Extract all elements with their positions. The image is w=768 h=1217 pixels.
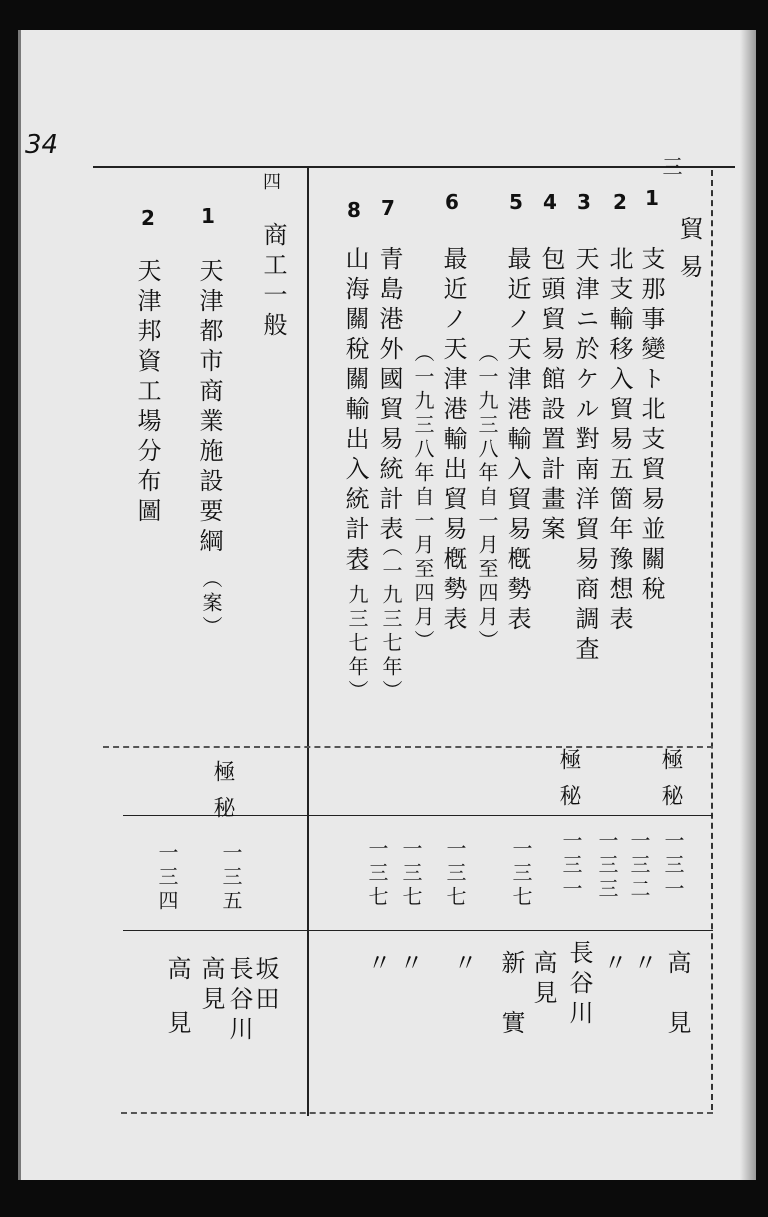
trade-item-no: 4 bbox=[543, 190, 557, 214]
author: 坂田 bbox=[251, 956, 279, 1016]
trade-item-title: 包頭貿易館設置計畫案 bbox=[537, 246, 565, 546]
author: 〃 bbox=[363, 950, 391, 980]
trade-item-title: 支那事變ト北支貿易並關稅 bbox=[637, 246, 665, 606]
trade-item-no: 5 bbox=[509, 190, 523, 214]
trade-item-no: 3 bbox=[577, 190, 591, 214]
commerce-item-subtitle: （案） bbox=[199, 568, 223, 640]
author: 高見 bbox=[197, 956, 225, 1016]
trade-item-title: 天津ニ於ケル對南洋貿易商調査 bbox=[571, 246, 599, 666]
trade-item-subtitle: （一九三七年） bbox=[379, 536, 403, 704]
page-ref: 一三七 bbox=[399, 838, 423, 910]
trade-item-title: 青島港外國貿易統計表 bbox=[375, 246, 403, 546]
document-page bbox=[18, 30, 756, 1180]
table-bottom-rule bbox=[121, 1112, 713, 1114]
page-ref: 一三七 bbox=[365, 838, 389, 910]
trade-item-no: 7 bbox=[381, 196, 395, 220]
page-ref: 一三一 bbox=[559, 830, 583, 902]
trade-item-subtitle: （一九三七年） bbox=[345, 536, 369, 704]
page-ref: 一三四 bbox=[155, 842, 179, 914]
secret-mark: 極秘 bbox=[556, 748, 581, 820]
trade-item-no: 6 bbox=[445, 190, 459, 214]
page-ref: 一三七 bbox=[509, 838, 533, 910]
table-top-rule bbox=[93, 166, 735, 168]
page-ref: 一三三 bbox=[595, 830, 619, 902]
author: 〃 bbox=[395, 950, 423, 980]
author: 長谷川 bbox=[565, 940, 593, 1030]
author: 高 見 bbox=[663, 950, 691, 1040]
author: 〃 bbox=[449, 950, 477, 980]
section-commerce-heading: 商工一般 bbox=[259, 222, 287, 342]
trade-item-subtitle: （一九三八年自一月至四月） bbox=[411, 342, 435, 654]
commerce-item-title: 天津邦資工場分布圖 bbox=[133, 258, 161, 528]
author: 高見 bbox=[529, 950, 557, 1010]
author: 新 實 bbox=[497, 950, 525, 1040]
section-trade-heading: 貿易 bbox=[675, 216, 703, 292]
trade-item-subtitle: （一九三八年自一月至四月） bbox=[475, 342, 499, 654]
title-column-rule bbox=[103, 746, 713, 748]
author: 長谷川 bbox=[225, 956, 253, 1046]
secret-mark: 極秘 bbox=[210, 760, 235, 832]
secret-mark: 極秘 bbox=[658, 748, 683, 820]
author: 〃 bbox=[629, 950, 657, 980]
trade-item-no: 8 bbox=[347, 198, 361, 222]
trade-item-title: 最近ノ天津港輸入貿易槪勢表 bbox=[503, 246, 531, 636]
commerce-item-no: 2 bbox=[141, 206, 155, 230]
page-ref: 一三一 bbox=[661, 830, 685, 902]
commerce-item-no: 1 bbox=[201, 204, 215, 228]
page-ref: 一三五 bbox=[219, 842, 243, 914]
page-ref: 一三七 bbox=[443, 838, 467, 910]
trade-item-no: 1 bbox=[645, 186, 659, 210]
page-column-rule bbox=[123, 930, 713, 931]
page-ref: 一三二 bbox=[627, 830, 651, 902]
author: 〃 bbox=[599, 950, 627, 980]
trade-item-no: 2 bbox=[613, 190, 627, 214]
page-edge-shadow bbox=[740, 30, 756, 1180]
page-number: 34 bbox=[25, 130, 59, 160]
trade-item-title: 北支輸移入貿易五箇年豫想表 bbox=[605, 246, 633, 636]
commerce-item-title: 天津都市商業施設要綱 bbox=[195, 258, 223, 558]
section-trade-number: 三 bbox=[659, 156, 683, 182]
trade-item-title: 山海關稅關輸出入統計表 bbox=[341, 246, 369, 576]
author: 高見 bbox=[163, 956, 191, 1064]
section-divider-line bbox=[307, 166, 309, 1116]
trade-item-title: 最近ノ天津港輸出貿易槪勢表 bbox=[439, 246, 467, 636]
section-commerce-number: 四 bbox=[260, 172, 281, 196]
right-border bbox=[711, 170, 713, 1110]
